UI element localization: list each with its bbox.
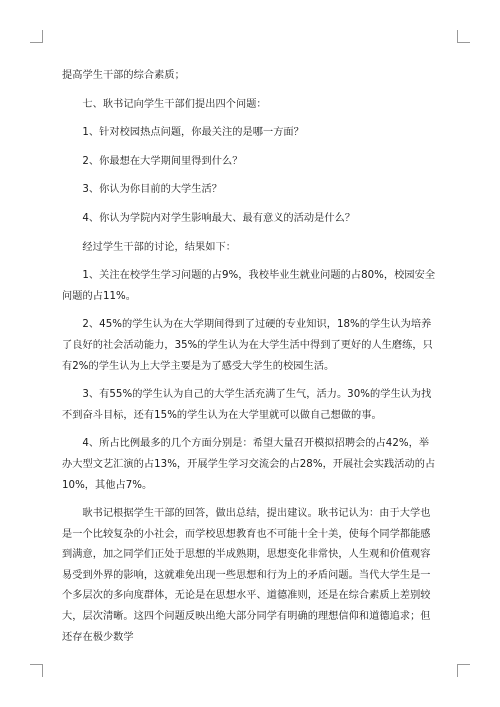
paragraph: 4、所占比例最多的几个方面分别是：希望大量召开模拟招聘会的占42%，举办大型文艺汇演的占13%，开展学生学习交流会的占28%，开展社会实践活动的占10%，其他占7%。 [62, 438, 436, 491]
paragraph: 1、关注在校学生学习问题的占9%，我校毕业生就业问题的占80%，校园安全问题的占11%。 [62, 270, 436, 302]
paragraph: 4、你认为学院内对学生影响最大、最有意义的活动是什么？ [82, 212, 356, 224]
crop-mark-top-left [30, 30, 43, 43]
crop-mark-top-right [457, 30, 470, 43]
paragraph: 2、45%的学生认为在大学期间得到了过硬的专业知识，18%的学生认为培养了良好的社会活动能力，35%的学生认为在大学生活中得到了更好的人生磨练，只有2%的学生认为上大学主要是为了感受大学生的校园生活。 [62, 319, 433, 372]
paragraph: 2、你最想在大学期间里得到什么？ [82, 155, 243, 167]
paragraph: 1、针对校园热点问题，你最关注的是哪一方面？ [82, 127, 304, 139]
paragraph: 3、有55%的学生认为自己的大学生活充满了生气，活力。30%的学生认为找不到奋斗目标，还有15%的学生认为在大学里就可以做自己想做的事。 [62, 389, 432, 421]
paragraph: 3、你认为你目前的大学生活？ [82, 184, 223, 196]
paragraph: 七、耿书记向学生干部们提出四个问题： [82, 98, 267, 110]
paragraph: 经过学生干部的讨论，结果如下： [82, 241, 236, 253]
crop-mark-bottom-left [30, 664, 43, 677]
paragraph: 提高学生干部的综合素质； [62, 70, 185, 81]
document-body [62, 66, 438, 656]
paragraph: 耿书记根据学生干部的回答，做出总结，提出建议。耿书记认为：由于大学也是一个比较复杂的小社会，而学校思想教育也不可能十全十美，使每个同学都能感到满意，加之同学们正处于思想的半成熟期，思想变化非常快，人生观和价值观容易受到外界的影响，这就难免出现一些思想和行为上的矛盾问题。当代大学生是一个多层次的多向度群体，无论是在思想水平、道德准则，还是在综合素质上差别较大，层次清晰。这四个问题反映出绝大部分同学有明确的理想信仰和道德追求；但还存在极少数学 [62, 508, 431, 643]
crop-mark-bottom-right [457, 664, 470, 677]
